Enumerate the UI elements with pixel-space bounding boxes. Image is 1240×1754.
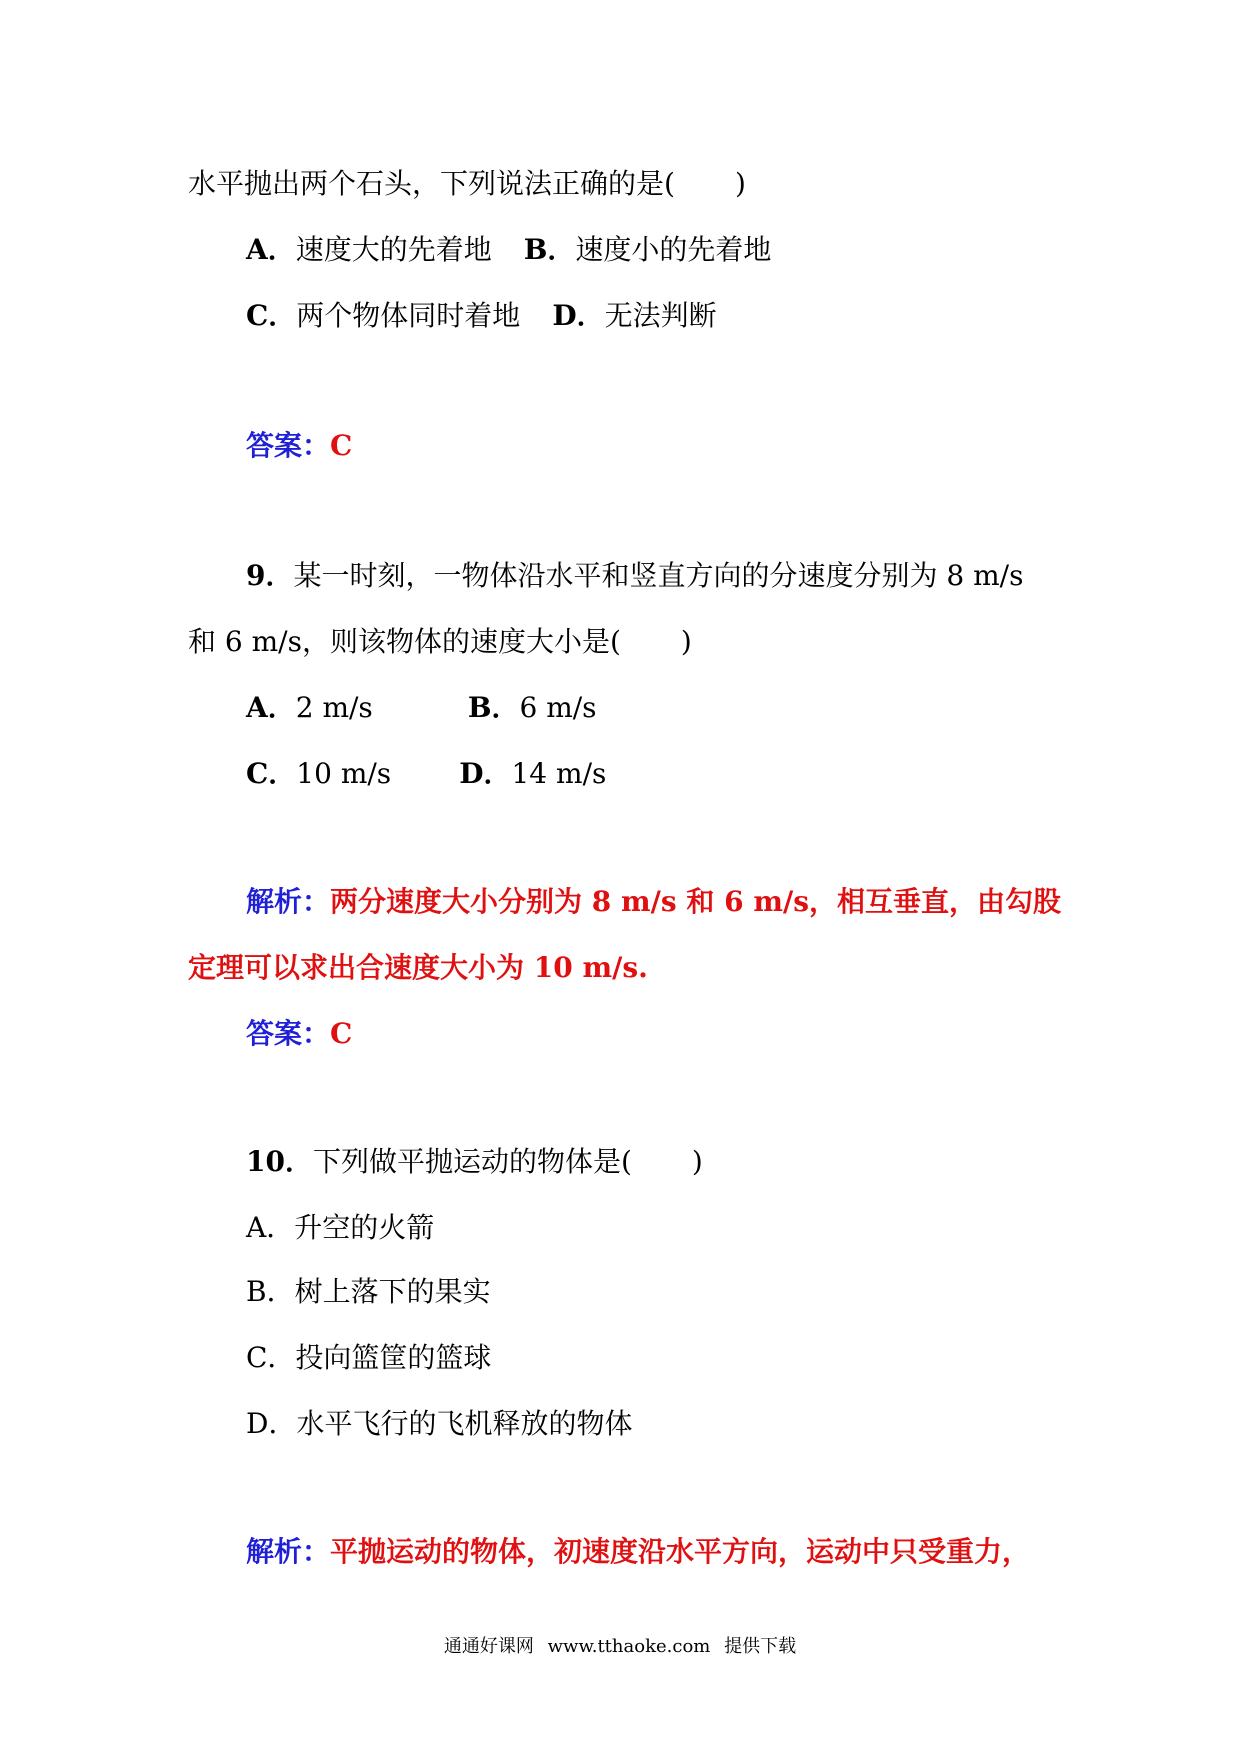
- q8-answer: [246, 426, 352, 466]
- q8-stem: [188, 164, 746, 204]
- q9-stem-line1: [246, 556, 1023, 596]
- q10-stem: [246, 1142, 703, 1182]
- q9-options-cd: [246, 754, 606, 794]
- q10-stem-text: 下列做平抛运动的物体是(: [312, 1145, 632, 1178]
- q9-option-c-text: 10 m/s: [296, 757, 392, 790]
- q9-analysis-text-2: 定理可以求出合速度大小为 10 m/s.: [188, 951, 648, 984]
- q8-options-cd: [246, 296, 717, 336]
- q10-option-b: B．树上落下的果实: [246, 1275, 491, 1308]
- q9-analysis-line2: [188, 948, 648, 988]
- q9-option-d-text: 14 m/s: [511, 757, 607, 790]
- q9-answer-label: 答案：: [246, 1017, 331, 1050]
- q9-answer-value: C: [330, 1017, 353, 1050]
- q10-analysis-text-1: 平抛运动的物体，初速度沿水平方向，运动中只受重力，: [330, 1535, 1031, 1568]
- q8-stem-text: 水平抛出两个石头，下列说法正确的是(: [188, 167, 675, 200]
- q8-option-b-text: 速度小的先着地: [575, 233, 772, 266]
- q9-number: 9．: [246, 559, 294, 592]
- q10-option-d: D．水平飞行的飞机释放的物体: [246, 1407, 633, 1440]
- q10-number: 10．: [246, 1145, 313, 1178]
- q9-option-b-text: 6 m/s: [519, 691, 597, 724]
- q9-stem-line2: [188, 622, 692, 662]
- q9-option-c-letter: C．: [246, 757, 297, 790]
- footer-site-name: 通通好课网: [443, 1636, 534, 1657]
- q10-stem-close: ): [691, 1145, 703, 1178]
- q8-answer-value: C: [330, 429, 353, 462]
- q8-stem-close: ): [734, 167, 746, 200]
- page-footer: [0, 1634, 1240, 1660]
- q9-stem-text-2: 和 6 m/s，则该物体的速度大小是(: [188, 625, 621, 658]
- q8-option-c-text: 两个物体同时着地: [296, 299, 521, 332]
- q10-option-a: A．升空的火箭: [246, 1211, 435, 1244]
- q9-stem-text-1: 某一时刻，一物体沿水平和竖直方向的分速度分别为 8 m/s: [293, 559, 1024, 592]
- q9-analysis-label: 解析：: [246, 885, 331, 918]
- q10-analysis-label: 解析：: [246, 1535, 331, 1568]
- footer-note: 提供下载: [724, 1636, 797, 1657]
- q9-answer: [246, 1014, 352, 1054]
- q8-options-ab: [246, 230, 771, 270]
- q9-option-b-letter: B．: [467, 691, 520, 724]
- q8-option-d-text: 无法判断: [604, 299, 717, 332]
- q8-option-d-letter: D．: [552, 299, 605, 332]
- q9-options-ab: [246, 688, 597, 728]
- q9-analysis-line1: [246, 882, 1061, 922]
- q10-option-c: C．投向篮筐的篮球: [246, 1341, 492, 1374]
- q8-answer-label: 答案：: [246, 429, 331, 462]
- q8-option-a-text: 速度大的先着地: [295, 233, 492, 266]
- q8-option-b-letter: B．: [523, 233, 576, 266]
- q9-stem-close: ): [680, 625, 692, 658]
- q10-analysis-line1: [246, 1532, 1030, 1572]
- q8-option-a-letter: A．: [246, 233, 296, 266]
- q9-option-a-text: 2 m/s: [295, 691, 373, 724]
- q8-option-c-letter: C．: [246, 299, 297, 332]
- q9-option-d-letter: D．: [459, 757, 512, 790]
- q9-analysis-text-1: 两分速度大小分别为 8 m/s 和 6 m/s，相互垂直，由勾股: [330, 885, 1061, 918]
- q9-option-a-letter: A．: [246, 691, 296, 724]
- footer-site-url[interactable]: www.tthaoke.com: [547, 1636, 711, 1657]
